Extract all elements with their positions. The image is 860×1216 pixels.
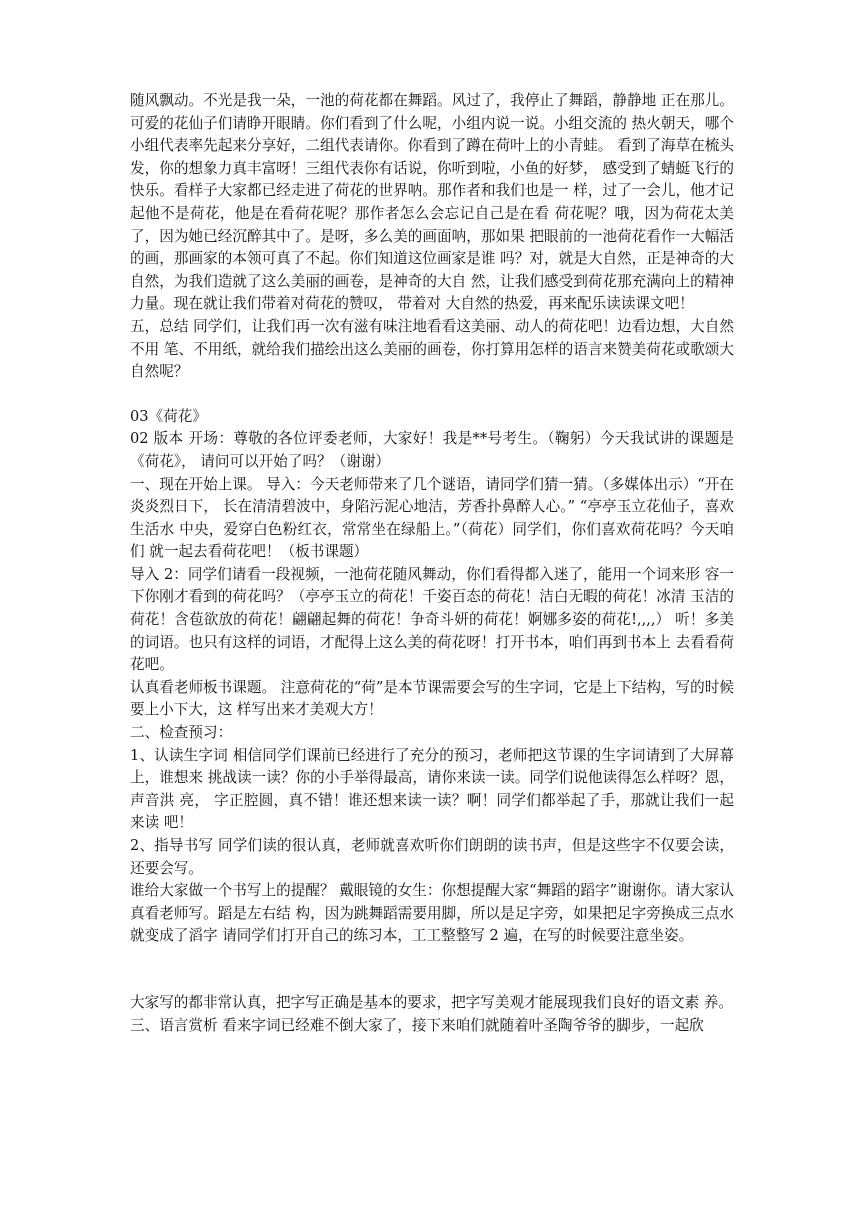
paragraph: 谁给大家做一个书写上的提醒？ 戴眼镜的女生：你想提醒大家“舞蹈的蹈字”谢谢你。请大家认真看老师写。蹈是左右结 构，因为跳舞蹈需要用脚，所以是足字旁，如果把足字旁换成三点水就变成了滔字 请同学们打开自己的练习本，工工整整写 2 遍，在写的时候要注意坐姿。: [130, 882, 734, 945]
subheading: 二、检查预习：: [130, 724, 233, 742]
paragraph: 三、语言赏析 看来字词已经难不倒大家了，接下来咱们就随着叶圣陶爷爷的脚步，一起欣: [130, 1016, 704, 1034]
section-title: 03《荷花》: [130, 407, 207, 425]
paragraph: 一、现在开始上课。 导入：今天老师带来了几个谜语，请同学们猜一猜。（多媒体出示）“开在炎炎烈日下， 长在清清碧波中，身陷污泥心地洁，芳香扑鼻醉人心。” “亭亭玉立花仙子，喜欢生活水 中央，爱穿白色粉红衣，常常坐在绿船上。”（荷花）同学们，你们喜欢荷花吗？今天咱们 就一起去看荷花吧！（板书课题）: [130, 475, 734, 561]
paragraph: 1、认读生字词 相信同学们课前已经进行了充分的预习，老师把这节课的生字词请到了大屏幕上，谁想来 挑战读一读？你的小手举得最高，请你来读一读。同学们说他读得怎么样呀？恩，声音洪 亮， 字正腔圆，真不错！谁还想来读一读？啊！同学们都举起了手，那就让我们一起来读 吧！: [130, 746, 734, 832]
paragraph: 认真看老师板书课题。 注意荷花的“荷”是本节课需要会写的生字词，它是上下结构，写的时候要上小下大，这 样写出来才美观大方！: [130, 678, 734, 719]
paragraph: 导入 2：同学们请看一段视频，一池荷花随风舞动，你们看得都入迷了，能用一个词来形 容一下你刚才看到的荷花吗？（亭亭玉立的荷花！千姿百态的荷花！洁白无暇的荷花！冰清 玉洁的荷花！含苞欲放的荷花！翩翩起舞的荷花！争奇斗妍的荷花！婀娜多姿的荷花!,,,,） 听！多美的词语。也只有这样的词语，才配得上这么美的荷花呀！打开书本，咱们再到书本上 去看看荷花吧。: [130, 565, 734, 674]
paragraph: 2、指导书写 同学们读的很认真，老师就喜欢听你们朗朗的读书声，但是这些字不仅要会读，还要会写。: [130, 837, 734, 877]
paragraph: 大家写的都非常认真，把字写正确是基本的要求，把字写美观才能展现我们良好的语文素 养。: [130, 993, 733, 1011]
document-body: [130, 90, 734, 1037]
paragraph: 02 版本 开场：尊敬的各位评委老师，大家好！我是**号考生。（鞠躬）今天我试讲的课题是《荷花》， 请问可以开始了吗？（谢谢）: [130, 430, 734, 470]
spacer: [130, 384, 734, 406]
paragraph: 五，总结 同学们，让我们再一次有滋有味注地看看这美丽、动人的荷花吧！边看边想，大自然不用 笔、不用纸，就给我们描绘出这么美丽的画卷，你打算用怎样的语言来赞美荷花或歌颂大 自然呢？: [130, 317, 734, 381]
paragraph: 随风飘动。不光是我一朵，一池的荷花都在舞蹈。风过了，我停止了舞蹈，静静地 正在那儿。可爱的花仙子们请睁开眼睛。你们看到了什么呢，小组内说一说。小组交流的 热火朝天，哪个小组代表率先起来分享好，二组代表请你。你看到了蹲在荷叶上的小青蛙。 看到了海草在梳头发，你的想象力真丰富呀！三组代表你有话说，你听到啦，小鱼的好梦， 感受到了蜻蜓飞行的快乐。看样子大家都已经走进了荷花的世界呐。那作者和我们也是一 样，过了一会儿，他才记起他不是荷花，他是在看荷花呢？那作者怎么会忘记自己是在看 荷花呢？哦，因为荷花太美了，因为她已经沉醉其中了。是呀，多么美的画面呐，那如果 把眼前的一池荷花看作一大幅活的画，那画家的本领可真了不起。你们知道这位画家是谁 吗？对，就是大自然，正是神奇的大自然，为我们造就了这么美丽的画卷，是神奇的大自 然，让我们感受到荷花那充满向上的精神力量。现在就让我们带着对荷花的赞叹， 带着对 大自然的热爱，再来配乐读读课文吧！: [130, 92, 734, 313]
spacer: [130, 948, 734, 992]
